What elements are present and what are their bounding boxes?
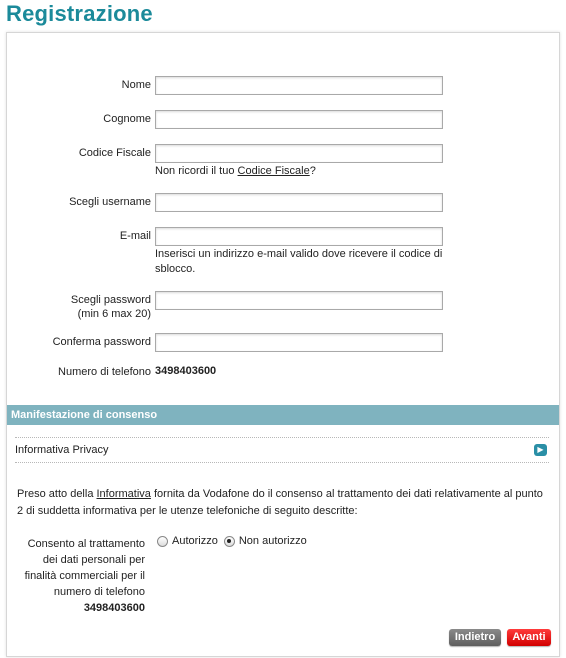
cognome-label: Cognome [103, 113, 151, 125]
phone-label: Numero di telefono [58, 366, 151, 378]
codice-fiscale-link[interactable]: Codice Fiscale [237, 165, 310, 177]
consent-label-line3: finalità commerciali per il [24, 570, 145, 582]
radio-non-autorizzo-label[interactable]: Non autorizzo [238, 535, 307, 547]
consent-label-line1: Consento al trattamento [27, 538, 145, 550]
consent-label-line2: dei dati personali per [42, 554, 145, 566]
password-field[interactable] [155, 291, 443, 310]
consent-text-prefix: Preso atto della [17, 488, 97, 500]
nome-label: Nome [121, 79, 151, 91]
next-button[interactable]: Avanti [507, 629, 551, 646]
confirm-password-field[interactable] [155, 333, 443, 352]
back-button[interactable]: Indietro [449, 629, 501, 646]
email-field[interactable] [155, 227, 443, 246]
radio-autorizzo-label[interactable]: Autorizzo [172, 535, 218, 547]
password-label-line2: (min 6 max 20) [77, 308, 151, 320]
page-title: Registrazione [6, 1, 153, 26]
informativa-link[interactable]: Informativa [96, 488, 151, 500]
email-label: E-mail [119, 230, 151, 242]
confirm-password-label: Conferma password [52, 336, 151, 348]
password-label [11, 293, 151, 321]
consent-section-header: Manifestazione di consenso [7, 405, 559, 425]
cognome-field[interactable] [155, 110, 443, 129]
codice-fiscale-field[interactable] [155, 144, 443, 163]
consent-radio-group [157, 535, 313, 547]
cf-hint-prefix: Non ricordi il tuo [155, 165, 238, 177]
radio-autorizzo[interactable] [157, 536, 168, 547]
password-label-line1: Scegli password [70, 294, 151, 306]
codice-fiscale-hint [155, 164, 455, 179]
chevron-right-icon[interactable]: ▶ [534, 444, 547, 456]
username-field[interactable] [155, 193, 443, 212]
privacy-row[interactable] [15, 437, 549, 463]
radio-non-autorizzo[interactable] [224, 536, 235, 547]
phone-value: 3498403600 [155, 365, 217, 377]
privacy-label: Informativa Privacy [15, 444, 109, 456]
cf-hint-suffix: ? [309, 165, 316, 177]
consent-label-line4: numero di telefono [53, 586, 145, 598]
consent-text-suffix: fornita da Vodafone do il consenso al trattamento dei dati relativamente al punto 2 di suddetta informativa per le utenze telefoniche di seguito descritte: [17, 488, 543, 517]
username-label: Scegli username [69, 196, 151, 208]
codice-fiscale-label: Codice Fiscale [78, 147, 151, 159]
consent-text [17, 486, 547, 520]
consent-label-phone: 3498403600 [83, 602, 145, 614]
consent-label [11, 536, 145, 616]
nome-field[interactable] [155, 76, 443, 95]
registration-panel [6, 32, 560, 657]
email-hint: Inserisci un indirizzo e-mail valido dove ricevere il codice di sblocco. [155, 248, 443, 275]
